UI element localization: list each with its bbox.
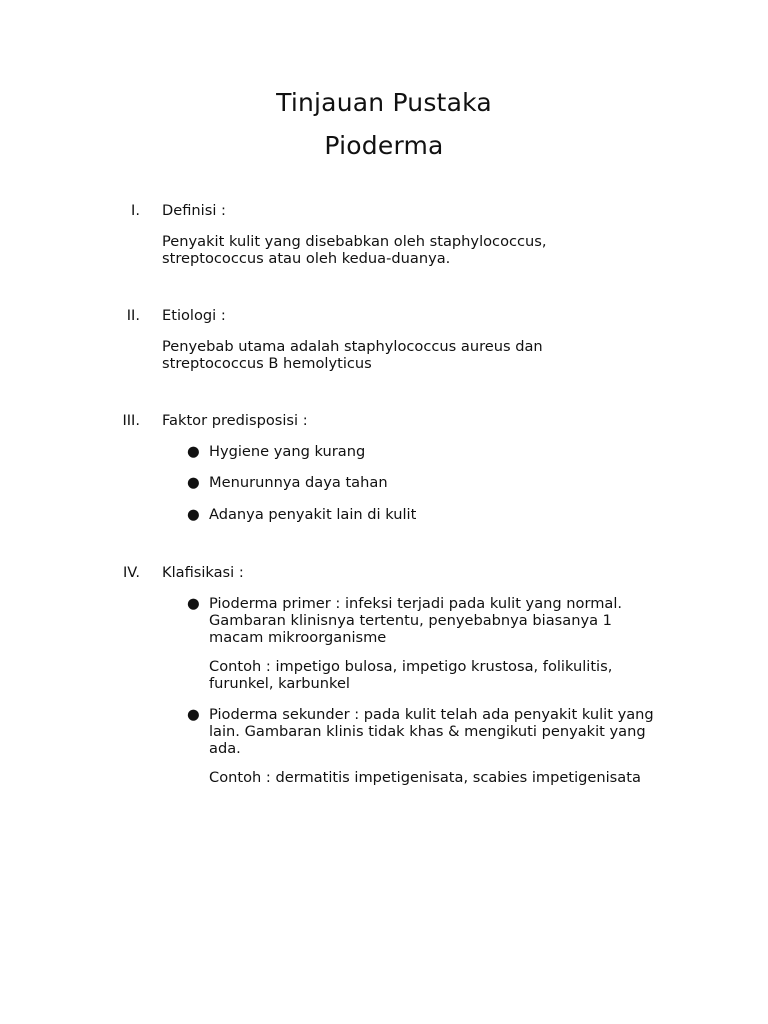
list-item-text: Pioderma primer : infeksi terjadi pada kulit yang normal. Gambaran klinisnya tertentu, penyebabnya biasanya 1 macam mikroorganisme [209, 595, 623, 646]
example-text: Contoh : impetigo bulosa, impetigo krustosa, folikulitis, furunkel, karbunkel [209, 658, 613, 692]
bullet-icon: ● [187, 595, 200, 612]
list-item-text: Hygiene yang kurang [209, 443, 366, 460]
bullet-icon: ● [187, 474, 200, 491]
section-heading: Etiologi : [162, 307, 226, 324]
list-item-text: Adanya penyakit lain di kulit [209, 506, 417, 523]
bullet-icon: ● [187, 443, 200, 460]
section-heading: Klafisikasi : [162, 564, 244, 581]
document-subtitle: Pioderma [324, 131, 444, 160]
example-text: Contoh : dermatitis impetigenisata, scabies impetigenisata [209, 769, 641, 786]
section-paragraph: Penyebab utama adalah staphylococcus aureus dan streptococcus B hemolyticus [162, 338, 543, 372]
section-paragraph: Penyakit kulit yang disebabkan oleh staphylococcus, streptococcus atau oleh kedua-duanya. [162, 233, 547, 267]
list-item-text: Menurunnya daya tahan [209, 474, 388, 491]
section-heading: Definisi : [162, 202, 226, 219]
bullet-icon: ● [187, 706, 200, 723]
list-item-text: Pioderma sekunder : pada kulit telah ada penyakit kulit yang lain. Gambaran klinis tidak khas & mengikuti penyakit yang ada. [209, 706, 654, 757]
section-numeral: I. [131, 202, 140, 219]
section-heading: Faktor predisposisi : [162, 412, 308, 429]
document-title: Tinjauan Pustaka [276, 88, 492, 117]
section-numeral: II. [126, 307, 140, 324]
section-numeral: IV. [122, 564, 140, 581]
bullet-icon: ● [187, 506, 200, 523]
section-numeral: III. [122, 412, 140, 429]
